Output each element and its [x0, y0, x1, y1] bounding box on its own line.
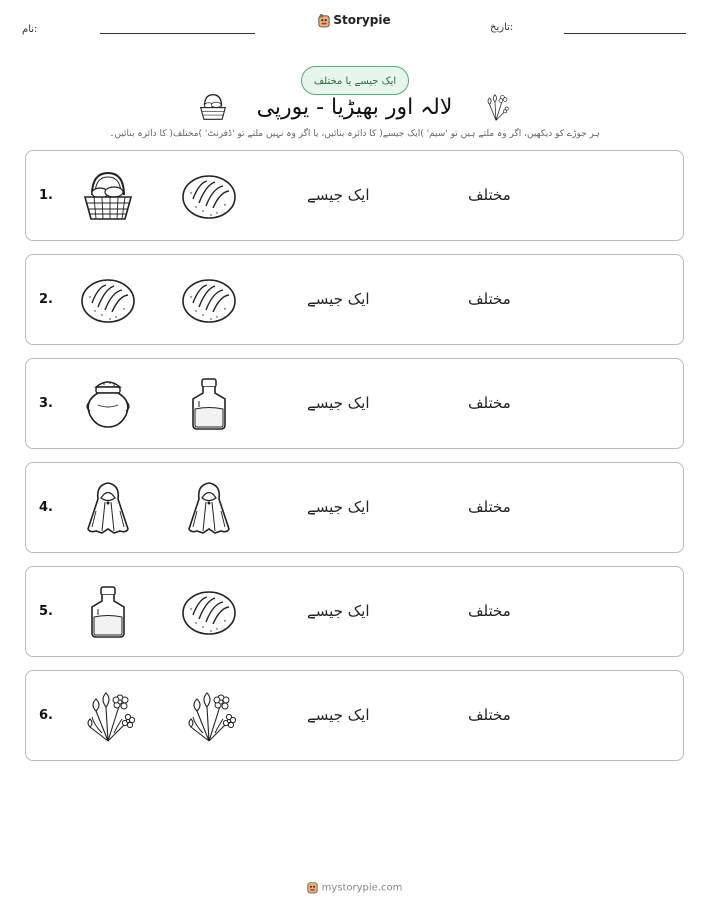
bread-icon: [181, 585, 237, 639]
row-number: 3.: [39, 396, 53, 411]
option-same[interactable]: ایک جیسے: [307, 290, 370, 308]
date-line[interactable]: [564, 33, 686, 34]
cloak-icon: [181, 481, 237, 535]
flowers-icon: [481, 92, 511, 122]
bottle-icon: [181, 377, 237, 431]
category-badge: ایک جیسے یا مختلف: [301, 66, 409, 95]
exercise-row: [25, 358, 684, 449]
option-same[interactable]: ایک جیسے: [307, 498, 370, 516]
option-same[interactable]: ایک جیسے: [307, 706, 370, 724]
flowers-icon: [80, 689, 136, 743]
option-different[interactable]: مختلف: [468, 498, 511, 516]
exercise-row: [25, 670, 684, 761]
footer: [0, 881, 709, 894]
cloak-icon: [80, 481, 136, 535]
bread-icon: [181, 273, 237, 327]
option-different[interactable]: مختلف: [468, 290, 511, 308]
option-same[interactable]: ایک جیسے: [307, 394, 370, 412]
exercise-row: [25, 254, 684, 345]
exercise-row: [25, 150, 684, 241]
bottle-icon: [80, 585, 136, 639]
footer-url[interactable]: mystorypie.com: [321, 882, 403, 894]
flowers-icon: [181, 689, 237, 743]
row-number: 6.: [39, 708, 53, 723]
pot-icon: [80, 377, 136, 431]
basket-icon: [198, 92, 228, 122]
row-number: 4.: [39, 500, 53, 515]
brand-name: Storypie: [333, 13, 391, 27]
bread-icon: [181, 169, 237, 223]
instructions: ہر جوڑے کو دیکھیں، اگر وہ ملتے ہیں تو 'سیم' )ایک جیسے( کا دائرہ بنائیں، یا اگر وہ نہیں ملتے تو 'ڈفرنٹ' )مختلف( کا دائرہ بنائیں۔: [109, 129, 600, 139]
option-same[interactable]: ایک جیسے: [307, 186, 370, 204]
row-number: 5.: [39, 604, 53, 619]
exercise-row: [25, 566, 684, 657]
title-text: لالہ اور بھیڑیا - یورپی: [256, 94, 453, 120]
brand-logo: [0, 13, 709, 28]
name-line[interactable]: [100, 33, 255, 34]
name-label: نام:: [22, 24, 38, 35]
option-different[interactable]: مختلف: [468, 394, 511, 412]
exercise-row: [25, 462, 684, 553]
row-number: 2.: [39, 292, 53, 307]
storypie-mascot-icon: [318, 14, 330, 28]
worksheet-title: [0, 92, 709, 122]
date-label: تاریخ:: [490, 22, 514, 33]
option-different[interactable]: مختلف: [468, 602, 511, 620]
option-same[interactable]: ایک جیسے: [307, 602, 370, 620]
storypie-mascot-icon: [307, 881, 318, 894]
basket-icon: [80, 169, 136, 223]
option-different[interactable]: مختلف: [468, 186, 511, 204]
row-number: 1.: [39, 188, 53, 203]
option-different[interactable]: مختلف: [468, 706, 511, 724]
bread-icon: [80, 273, 136, 327]
